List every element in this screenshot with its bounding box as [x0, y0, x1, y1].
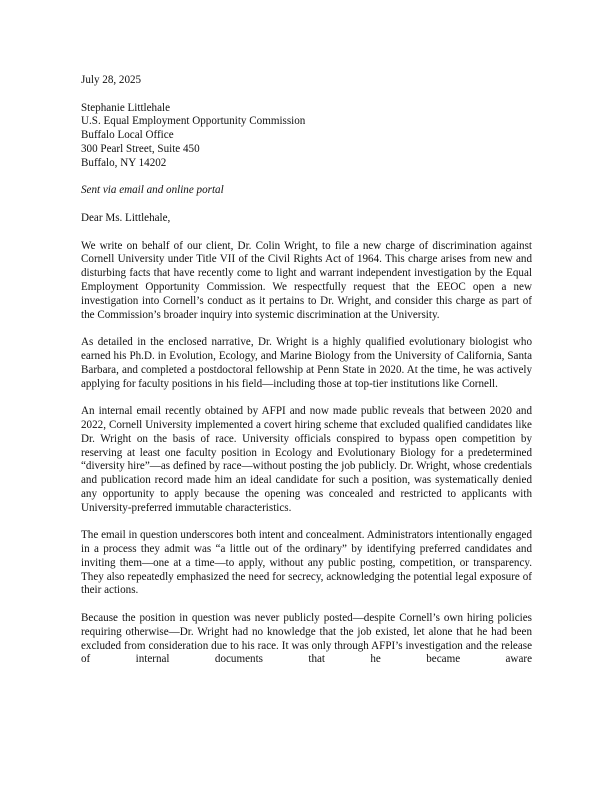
spacer [81, 226, 532, 240]
spacer [81, 516, 532, 530]
spacer [81, 171, 532, 185]
spacer [81, 88, 532, 102]
body-paragraph-4: The email in question underscores both intent and concealment. Administrators intentionally engaged in a process they admit was “a little out of the ordinary” by identifying preferred candidates and inviting them—one at a time—to apply, without any public posting, competition, or transparency. They also repeatedly emphasized the need for secrecy, acknowledging the potential legal exposure of their actions. [81, 529, 532, 597]
letter-date: July 28, 2025 [81, 74, 142, 86]
body-paragraph-5: Because the position in question was never publicly posted—despite Cornell’s own hiring policies requiring otherwise—Dr. Wright had no knowledge that the job existed, let alone that he had been excluded from consideration due to his race. It was only through AFPI’s investigation and the release of internal documents that he became aware [81, 612, 532, 666]
spacer [81, 322, 532, 336]
spacer [81, 391, 532, 405]
body-paragraph-3: An internal email recently obtained by AFPI and now made public reveals that between 2020 and 2022, Cornell University implemented a covert hiring scheme that excluded qualified candidates like Dr. Wright on the basis of race. University officials conspired to bypass open competition by reserving at least one faculty position in Ecology and Evolutionary Biology for a predetermined “diversity hire”—as defined by race—without posting the job publicly. Dr. Wright, whose credentials and publication record made him an ideal candidate for such a position, was systematically denied any opportunity to apply because the opening was concealed and restricted to applicants with University-preferred immutable characteristics. [81, 405, 532, 514]
spacer [81, 598, 532, 612]
recipient-address [81, 102, 532, 171]
recipient-city-state-zip: Buffalo, NY 14202 [81, 156, 167, 169]
recipient-name: Stephanie Littlehale [81, 101, 171, 114]
recipient-organization: U.S. Equal Employment Opportunity Commission [81, 115, 306, 128]
recipient-office: Buffalo Local Office [81, 129, 174, 142]
delivery-note: Sent via email and online portal [81, 184, 224, 197]
salutation: Dear Ms. Littlehale, [81, 211, 171, 224]
recipient-street: 300 Pearl Street, Suite 450 [81, 142, 200, 155]
letter-page [81, 74, 532, 667]
spacer [81, 198, 532, 212]
body-paragraph-1: We write on behalf of our client, Dr. Colin Wright, to file a new charge of discrimination against Cornell University under Title VII of the Civil Rights Act of 1964. This charge arises from new and disturbing facts that have recently come to light and warrant independent investigation by the Equal Employment Opportunity Commission. We respectfully request that the EEOC open a new investigation into Cornell’s conduct as it pertains to Dr. Wright, and consider this charge as part of the Commission’s broader inquiry into systemic discrimination at the University. [81, 239, 532, 321]
body-paragraph-2: As detailed in the enclosed narrative, Dr. Wright is a highly qualified evolutionary biologist who earned his Ph.D. in Evolution, Ecology, and Marine Biology from the University of California, Santa Barbara, and completed a postdoctoral fellowship at Penn State in 2020. At the time, he was actively applying for faculty positions in his field—including those at top-tier institutions like Cornell. [81, 336, 532, 390]
